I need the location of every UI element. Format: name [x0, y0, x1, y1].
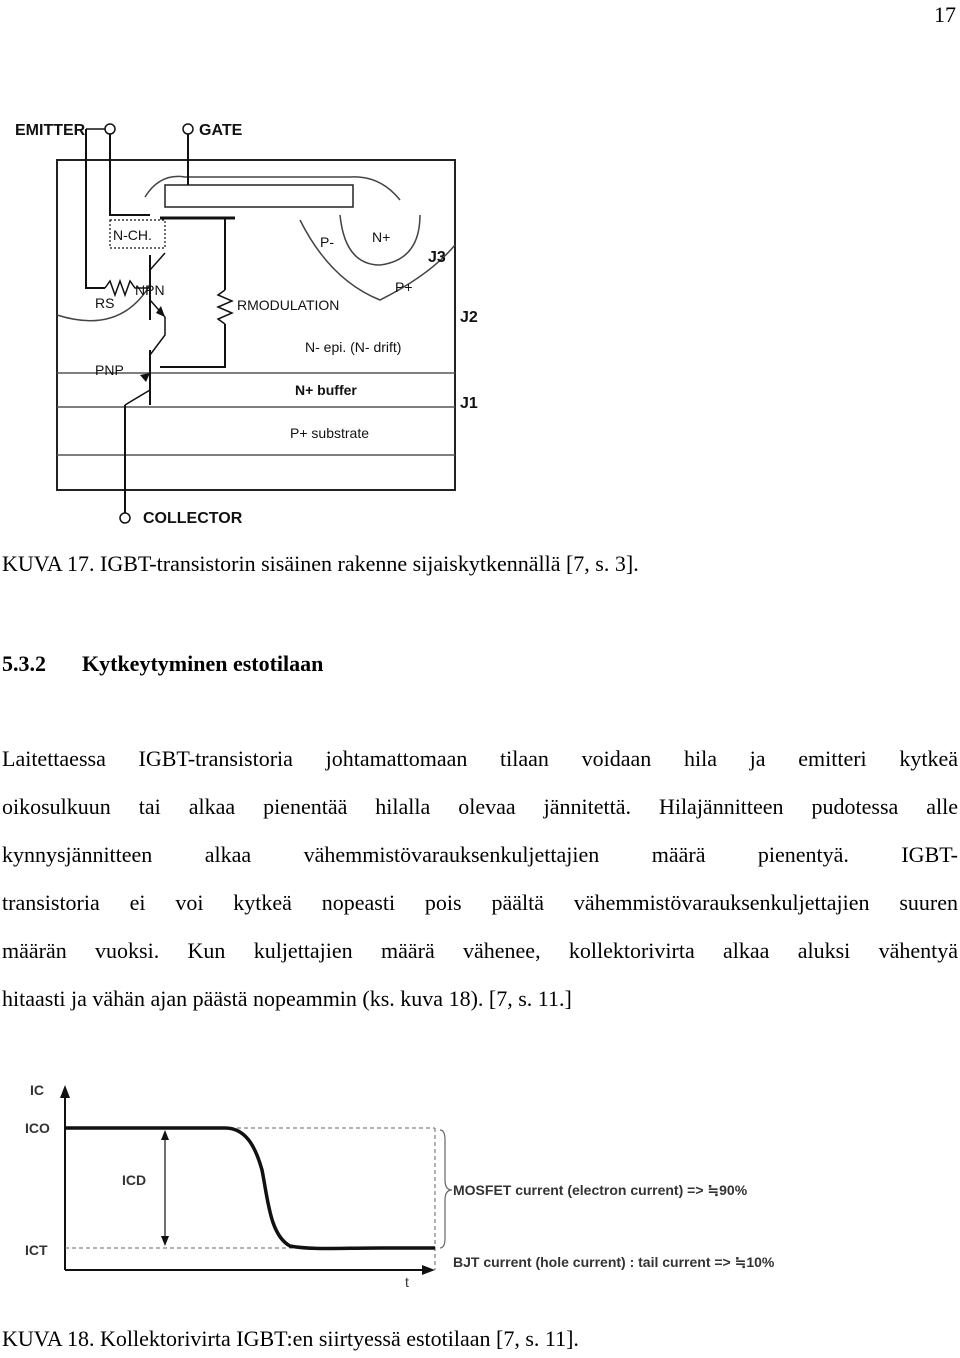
igbt-structure-diagram [0, 105, 960, 535]
j1-label: J1 [460, 395, 478, 412]
paragraph-line: kynnysjännitteen alkaa vähemmistövarauksenkuljettajien määrä pienentyä. IGBT- [2, 842, 958, 867]
die-outline [57, 160, 455, 490]
n-channel-label: N-CH. [113, 227, 152, 243]
collector-terminal [120, 513, 130, 523]
rs-label: RS [95, 295, 115, 311]
emitter-terminal [105, 124, 115, 134]
emitter-label: EMITTER [15, 122, 86, 139]
bjt-current-label: BJT current (hole current) : tail current => ≒10% [453, 1254, 775, 1270]
n-epi-label: N- epi. (N- drift) [305, 339, 402, 355]
n-plus-label: N+ [372, 229, 391, 245]
p-plus-label: P+ [395, 279, 413, 295]
section-title: Kytkeytyminen estotilaan [82, 651, 324, 676]
ico-label: ICO [25, 1120, 50, 1136]
body-paragraph [2, 743, 958, 1031]
collector-current-diagram [0, 1070, 960, 1295]
gate-terminal [183, 124, 193, 134]
j3-label: J3 [428, 249, 446, 266]
paragraph-line: hitaasti ja vähän ajan päästä nopeammin (ks. kuva 18). [7, s. 11.] [2, 986, 572, 1011]
p-substrate-label: P+ substrate [290, 425, 369, 441]
collector-current-figure [0, 1070, 960, 1295]
collector-current-curve [65, 1128, 435, 1249]
paragraph-line: transistoria ei voi kytkeä nopeasti pois päältä vähemmistövarauksenkuljettajien suuren [2, 890, 958, 915]
ic-label: IC [30, 1082, 44, 1098]
r-modulation-label: RMODULATION [237, 297, 340, 313]
igbt-structure-figure [0, 105, 960, 535]
npn-label: NPN [135, 282, 165, 298]
section-heading [2, 651, 323, 677]
r-modulation-resistor [218, 290, 232, 324]
t-label: t [405, 1274, 409, 1290]
ict-label: ICT [25, 1242, 48, 1258]
icd-label: ICD [122, 1172, 147, 1188]
mosfet-current-label: MOSFET current (electron current) => ≒90% [453, 1182, 748, 1198]
section-number: 5.3.2 [2, 651, 46, 676]
x-axis-arrow [422, 1265, 435, 1275]
paragraph-line: Laitettaessa IGBT-transistoria johtamattomaan tilaan voidaan hila ja emitteri kytkeä [2, 746, 958, 771]
gate-oxide [145, 176, 400, 200]
page-number: 17 [934, 2, 956, 27]
y-axis-arrow [60, 1085, 70, 1098]
figure-18-caption: KUVA 18. Kollektorivirta IGBT:en siirtyessä estotilaan [7, s. 11]. [2, 1326, 579, 1351]
collector-label: COLLECTOR [143, 510, 243, 527]
gate-poly [165, 185, 353, 207]
current-brace [440, 1130, 452, 1248]
figure-17-caption: KUVA 17. IGBT-transistorin sisäinen rakenne sijaiskytkennällä [7, s. 3]. [2, 551, 639, 576]
paragraph-line: oikosulkuun tai alkaa pienentää hilalla olevaa jännitettä. Hilajännitteen pudotessa alle [2, 794, 958, 819]
paragraph-line: määrän vuoksi. Kun kuljettajien määrä vähenee, kollektorivirta alkaa aluksi vähentyä [2, 938, 958, 963]
p-minus-label: P- [320, 234, 334, 250]
j2-label: J2 [460, 309, 478, 326]
n-buffer-label: N+ buffer [295, 382, 357, 398]
pnp-label: PNP [95, 362, 124, 378]
gate-label: GATE [199, 122, 243, 139]
